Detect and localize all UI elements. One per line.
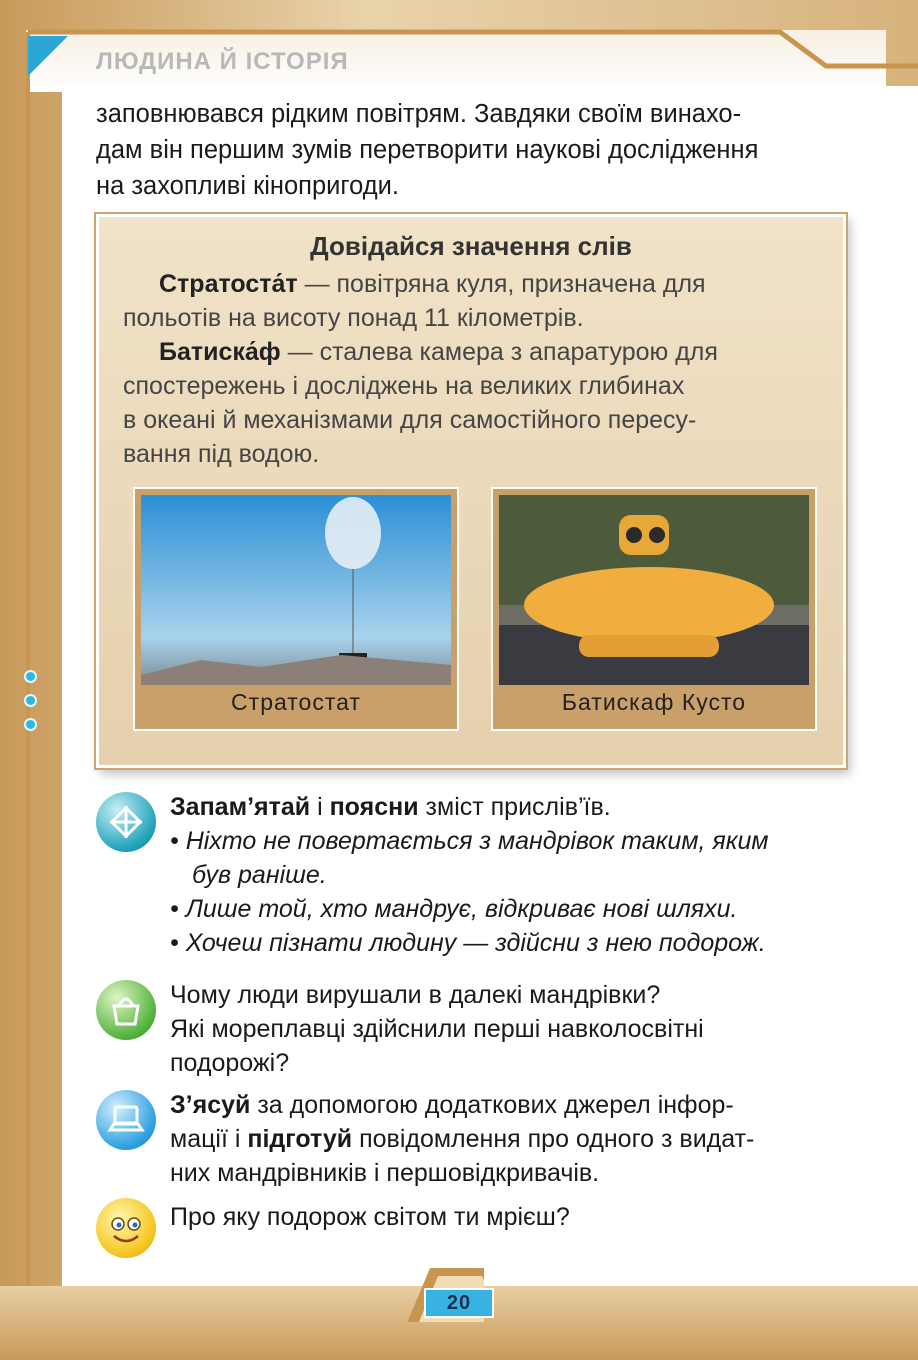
keyword: Запам’ятай <box>170 793 311 821</box>
text-line: польотів на висоту понад 11 кілометрів. <box>123 304 584 332</box>
side-dots <box>26 672 35 744</box>
text-line: Які мореплавці здійснили перші навколосвітні <box>170 1015 704 1043</box>
proverb-item: • Лише той, хто мандрує, відкриває нові шляхи. <box>170 895 738 923</box>
glossary-text <box>123 267 815 471</box>
proverb-item: • Ніхто не повертається з мандрівок таким, яким <box>170 827 769 855</box>
intro-paragraph <box>96 96 840 204</box>
page-number: 20 <box>424 1288 494 1318</box>
dot <box>26 672 35 681</box>
text-line: в океані й механізмами для самостійного пересу- <box>123 406 697 434</box>
text-line: дам він першим зумів перетворити наукові дослідження <box>96 136 759 164</box>
text-fragment: повідомлення про одного з видат- <box>352 1125 755 1153</box>
task-text <box>170 978 840 1080</box>
bathyscaphe-photo <box>491 487 817 731</box>
stratostat-photo <box>133 487 459 731</box>
text-line: них мандрівників і першовідкривачів. <box>170 1159 600 1187</box>
text-line: заповнювався рідким повітрям. Завдяки своїм винахо- <box>96 100 742 128</box>
ornament-icon <box>96 792 156 852</box>
task-text <box>170 790 840 960</box>
glossary-title: Довідайся значення слів <box>310 231 632 261</box>
laptop-icon <box>96 1090 156 1150</box>
text-line: Про яку подорож світом ти мрієш? <box>170 1203 570 1231</box>
section-title: ЛЮДИНА Й ІСТОРІЯ <box>96 48 349 75</box>
shopping-basket-icon <box>96 980 156 1040</box>
text-line: спостережень і досліджень на великих глибинах <box>123 372 685 400</box>
photo-caption: Батискаф Кусто <box>561 689 747 715</box>
stratostat-image <box>141 495 451 685</box>
term-line <box>123 267 815 301</box>
text-line: Чому люди вирушали в далекі мандрівки? <box>170 981 661 1009</box>
smiley-icon <box>96 1198 156 1258</box>
proverb-item-cont: був раніше. <box>192 861 327 889</box>
text-fragment: зміст прислів’їв. <box>418 793 611 821</box>
text-line: подорожі? <box>170 1049 290 1077</box>
glossary-box <box>96 214 846 768</box>
term-stratostat: Стратоста́т <box>159 270 298 298</box>
text-line <box>170 1122 840 1156</box>
term-line <box>123 335 815 369</box>
text-fragment: за допомогою додаткових джерел інфор- <box>250 1091 734 1119</box>
keyword: поясни <box>329 793 419 821</box>
text-line: вання під водою. <box>123 440 320 468</box>
text-fragment: і <box>310 793 330 821</box>
bathyscaphe-image <box>499 495 809 685</box>
task-heading <box>170 790 840 824</box>
text-line: на захопливі кінопригоди. <box>96 172 399 200</box>
photo-caption: Стратостат <box>231 689 361 715</box>
task-text <box>170 1088 840 1190</box>
text-fragment: мації і <box>170 1125 248 1153</box>
term-definition: — сталева камера з апаратурою для <box>280 338 718 366</box>
keyword: підготуй <box>247 1125 353 1153</box>
task-text <box>170 1200 840 1234</box>
corner-triangle <box>28 36 68 76</box>
term-definition: — повітряна куля, призначена для <box>297 270 706 298</box>
text-line <box>170 1088 840 1122</box>
proverb-item: • Хочеш пізнати людину — здійсни з нею подорож. <box>170 929 766 957</box>
keyword: З’ясуй <box>170 1091 251 1119</box>
dot <box>26 720 35 729</box>
dot <box>26 696 35 705</box>
term-bathyscaphe: Батиска́ф <box>159 338 281 366</box>
